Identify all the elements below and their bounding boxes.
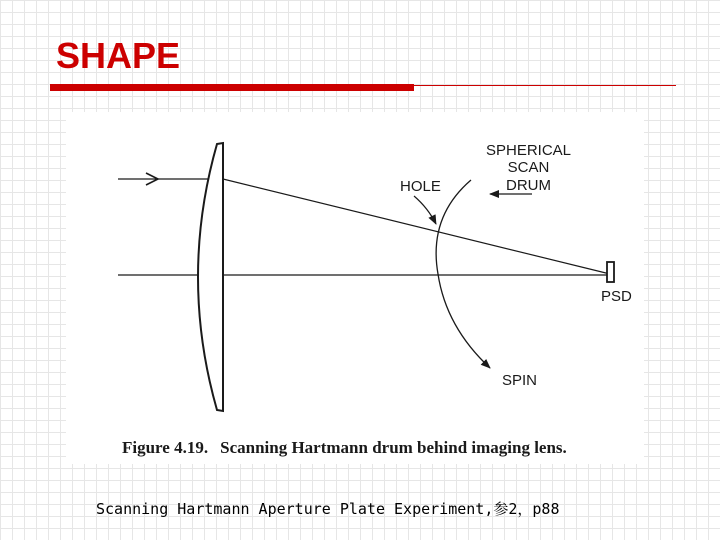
spin-label: SPIN (502, 372, 538, 389)
title-underline-bar (50, 84, 414, 91)
psd-label: PSD (601, 288, 632, 305)
figure-caption (122, 438, 567, 458)
drum-label (486, 142, 571, 194)
drum-label-line-1: SPHERICAL (486, 142, 572, 159)
slide-title: SHAPE (56, 35, 181, 76)
slide-subtitle: Scanning Hartmann Aperture Plate Experiment,参2，p88 (96, 500, 560, 518)
figure-caption-text: Scanning Hartmann drum behind imaging lens. (220, 438, 567, 457)
hole-pointer (414, 196, 436, 224)
drum-label-line-3: DRUM (506, 176, 552, 194)
figure-caption-number: Figure 4.19. (122, 438, 209, 457)
figure-panel (66, 112, 644, 464)
imaging-lens (198, 143, 223, 411)
psd-detector (607, 262, 614, 282)
drum-label-line-2: SCAN (507, 159, 550, 177)
hole-label: HOLE (400, 178, 441, 195)
title-underline-line (414, 85, 676, 86)
scan-drum-arc (436, 180, 490, 368)
